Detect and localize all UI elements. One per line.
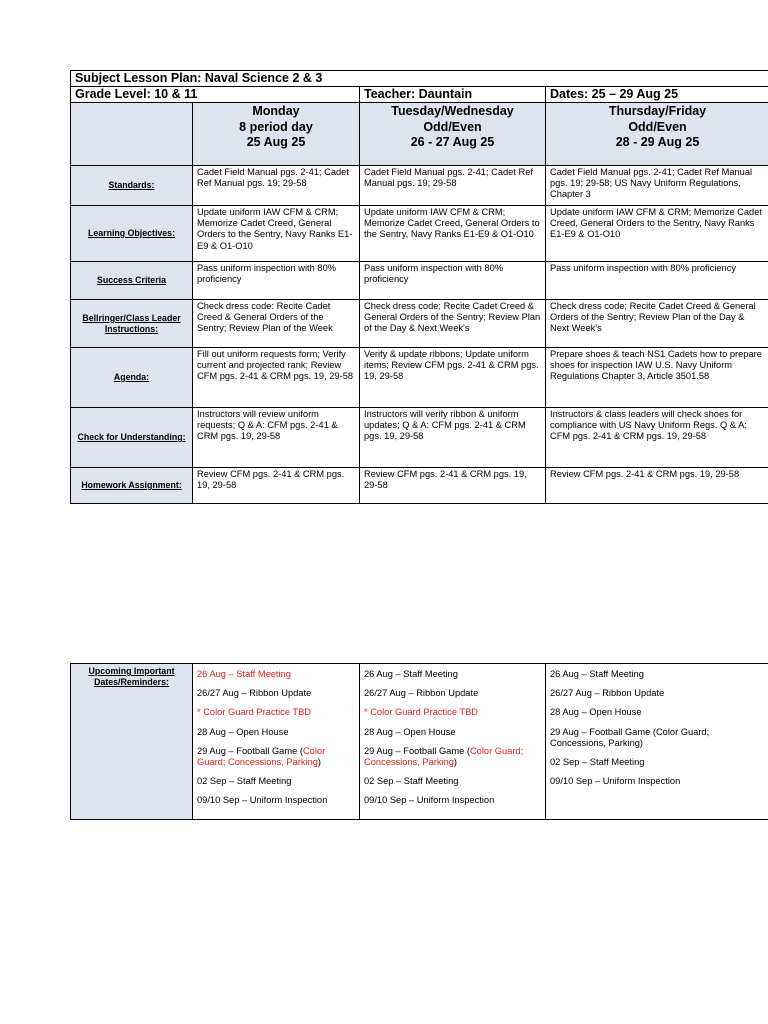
reminder-item [197, 707, 355, 718]
reminder-text: 09/10 Sep – Uniform Inspection [550, 776, 681, 787]
row-label: Success Criteria [71, 262, 193, 300]
reminder-text: 28 Aug – Open House [364, 726, 456, 737]
reminder-item [364, 707, 541, 718]
subject-row [71, 71, 768, 87]
reminders-col-3 [546, 664, 768, 820]
reminder-item [550, 776, 765, 787]
reminder-item [197, 776, 355, 787]
table-cell: Review CFM pgs. 2-41 & CRM pgs. 19, 29-58 [360, 468, 546, 504]
reminder-item [364, 776, 541, 787]
table-cell: Cadet Field Manual pgs. 2-41; Cadet Ref Manual pgs. 19; 29-58 [360, 166, 546, 206]
day-schedule: 8 period day [239, 119, 313, 134]
table-cell: Pass uniform inspection with 80% proficiency [360, 262, 546, 300]
corner-cell [71, 103, 193, 166]
reminder-item [197, 688, 355, 699]
table-cell: Cadet Field Manual pgs. 2-41; Cadet Ref Manual pgs. 19; 29-58 [193, 166, 360, 206]
upcoming-dates-table [70, 663, 768, 820]
table-cell: Update uniform IAW CFM & CRM; Memorize Cadet Creed, General Orders to the Sentry, Navy Ranks E1-E9 & O1-O10 [193, 206, 360, 262]
table-cell: Review CFM pgs. 2-41 & CRM pgs. 19, 29-58 [193, 468, 360, 504]
table-cell: Check dress code: Recite Cadet Creed & General Orders of the Sentry; Review Plan of the Week [193, 300, 360, 348]
reminder-text: 02 Sep – Staff Meeting [550, 757, 645, 768]
day-header-row [71, 103, 768, 166]
row-agenda [71, 348, 768, 408]
row-label: Standards: [71, 166, 193, 206]
table-cell: Pass uniform inspection with 80% proficiency [546, 262, 768, 300]
table-cell: Pass uniform inspection with 80% proficiency [193, 262, 360, 300]
reminder-text: 28 Aug – Open House [197, 726, 289, 737]
reminder-highlight: * Color Guard Practice TBD [197, 707, 312, 718]
day-name: Tuesday/Wednesday [391, 104, 514, 118]
subject-title: Subject Lesson Plan: Naval Science 2 & 3 [71, 71, 768, 87]
table-cell: Check dress code; Recite Cadet Creed & General Orders of the Sentry; Review Plan of the Day & Next Week's [360, 300, 546, 348]
reminder-item [364, 688, 541, 699]
reminder-text: 29 Aug – Football Game (Color Guard; Concessions, Parking) [550, 726, 710, 748]
reminder-highlight: Color Guard; Concessions, Parking [197, 745, 326, 768]
row-standards [71, 166, 768, 206]
reminder-text: ) [453, 757, 458, 768]
reminder-item [550, 688, 765, 699]
reminder-text: 29 Aug – Football Game ( [364, 745, 470, 756]
reminder-text: 02 Sep – Staff Meeting [197, 776, 292, 787]
reminder-text: 26 Aug – Staff Meeting [550, 669, 644, 679]
reminder-item [197, 746, 355, 768]
table-cell: Update uniform IAW CFM & CRM; Memorize Cadet Creed, General Orders to the Sentry, Navy Ranks E1-E9 & O1-O10 [360, 206, 546, 262]
day-name: Monday [252, 104, 300, 118]
day-schedule: Odd/Even [628, 119, 687, 134]
row-learning-objectives [71, 206, 768, 262]
reminder-item [364, 746, 541, 768]
table-cell: Cadet Field Manual pgs. 2-41; Cadet Ref Manual pgs. 19; 29-58; US Navy Uniform Regulations, Chapter 3 [546, 166, 768, 206]
reminder-item [364, 669, 541, 680]
lesson-plan-table [70, 70, 768, 504]
reminder-text: 09/10 Sep – Uniform Inspection [364, 795, 495, 806]
reminder-text: 02 Sep – Staff Meeting [364, 776, 459, 787]
table-cell: Check dress code; Recite Cadet Creed & General Orders of the Sentry; Review Plan of the Day & Next Week's [546, 300, 768, 348]
day-date: 28 - 29 Aug 25 [615, 135, 700, 149]
reminder-text: 26/27 Aug – Ribbon Update [550, 688, 665, 699]
reminder-text: 28 Aug – Open House [550, 707, 642, 718]
upcoming-label: Upcoming Important Dates/Reminders: [71, 664, 193, 820]
day-date: 26 - 27 Aug 25 [410, 135, 495, 149]
grade-level: Grade Level: 10 & 11 [71, 87, 360, 103]
table-cell: Update uniform IAW CFM & CRM; Memorize Cadet Creed, General Orders to the Sentry, Navy Ranks E1-E9 & O1-O10 [546, 206, 768, 262]
reminder-highlight: 26 Aug – Staff Meeting [197, 669, 291, 679]
reminder-item [550, 669, 765, 680]
teacher-name: Teacher: Dauntain [360, 87, 546, 103]
day-header-tue-wed [360, 103, 546, 166]
table-cell: Instructors will review uniform requests; Q & A: CFM pgs. 2-41 & CRM pgs. 19, 29-58 [193, 408, 360, 468]
reminder-item [550, 727, 765, 749]
table-cell: Fill out uniform requests form; Verify current and projected rank; Review CFM pgs. 2-41 & CRM pgs. 19, 29-58 [193, 348, 360, 408]
row-label: Agenda: [71, 348, 193, 408]
reminder-text: 29 Aug – Football Game ( [197, 745, 303, 756]
row-bellringer [71, 300, 768, 348]
reminder-item [550, 707, 765, 718]
table-cell: Instructors & class leaders will check shoes for compliance with US Navy Uniform Regs. Q & A: CFM pgs. 2-41 & CRM pgs. 19, 29-58 [546, 408, 768, 468]
reminders-col-1 [193, 664, 360, 820]
reminder-highlight: Color Guard; Concessions, Parking [364, 745, 524, 768]
table-cell: Review CFM pgs. 2-41 & CRM pgs. 19, 29-58 [546, 468, 768, 504]
day-name: Thursday/Friday [608, 104, 707, 118]
reminder-item [197, 669, 355, 680]
day-schedule: Odd/Even [423, 119, 482, 134]
reminder-text: 26/27 Aug – Ribbon Update [364, 688, 479, 699]
row-label: Learning Objectives: [71, 206, 193, 262]
day-date: 25 Aug 25 [246, 135, 306, 149]
week-dates: Dates: 25 – 29 Aug 25 [546, 87, 768, 103]
table-cell: Instructors will verify ribbon & uniform updates; Q & A: CFM pgs. 2-41 & CRM pgs. 19, 29-58 [360, 408, 546, 468]
day-header-thu-fri [546, 103, 768, 166]
reminder-item [364, 727, 541, 738]
reminder-item [197, 795, 355, 806]
reminder-item [197, 727, 355, 738]
table-cell: Verify & update ribbons; Update uniform items; Review CFM pgs. 2-41 & CRM pgs. 19, 29-58 [360, 348, 546, 408]
reminder-text: 26/27 Aug – Ribbon Update [197, 688, 312, 699]
row-label: Check for Understanding: [71, 408, 193, 468]
reminders-col-2 [360, 664, 546, 820]
reminder-highlight: * Color Guard Practice TBD [364, 707, 479, 718]
reminder-text: 09/10 Sep – Uniform Inspection [197, 795, 328, 806]
row-label: Homework Assignment: [71, 468, 193, 504]
reminder-text: ) [317, 757, 322, 768]
reminder-item [550, 757, 765, 768]
info-row [71, 87, 768, 103]
day-header-monday [193, 103, 360, 166]
row-homework [71, 468, 768, 504]
row-label: Bellringer/Class Leader Instructions: [71, 300, 193, 348]
row-success-criteria [71, 262, 768, 300]
row-check-for-understanding [71, 408, 768, 468]
table-cell: Prepare shoes & teach NS1 Cadets how to prepare shoes for inspection IAW U.S. Navy Uniform Regulations Chapter 3, Article 3501.58 [546, 348, 768, 408]
reminder-item [364, 795, 541, 806]
upcoming-row [71, 664, 768, 820]
reminder-text: 26 Aug – Staff Meeting [364, 669, 458, 679]
